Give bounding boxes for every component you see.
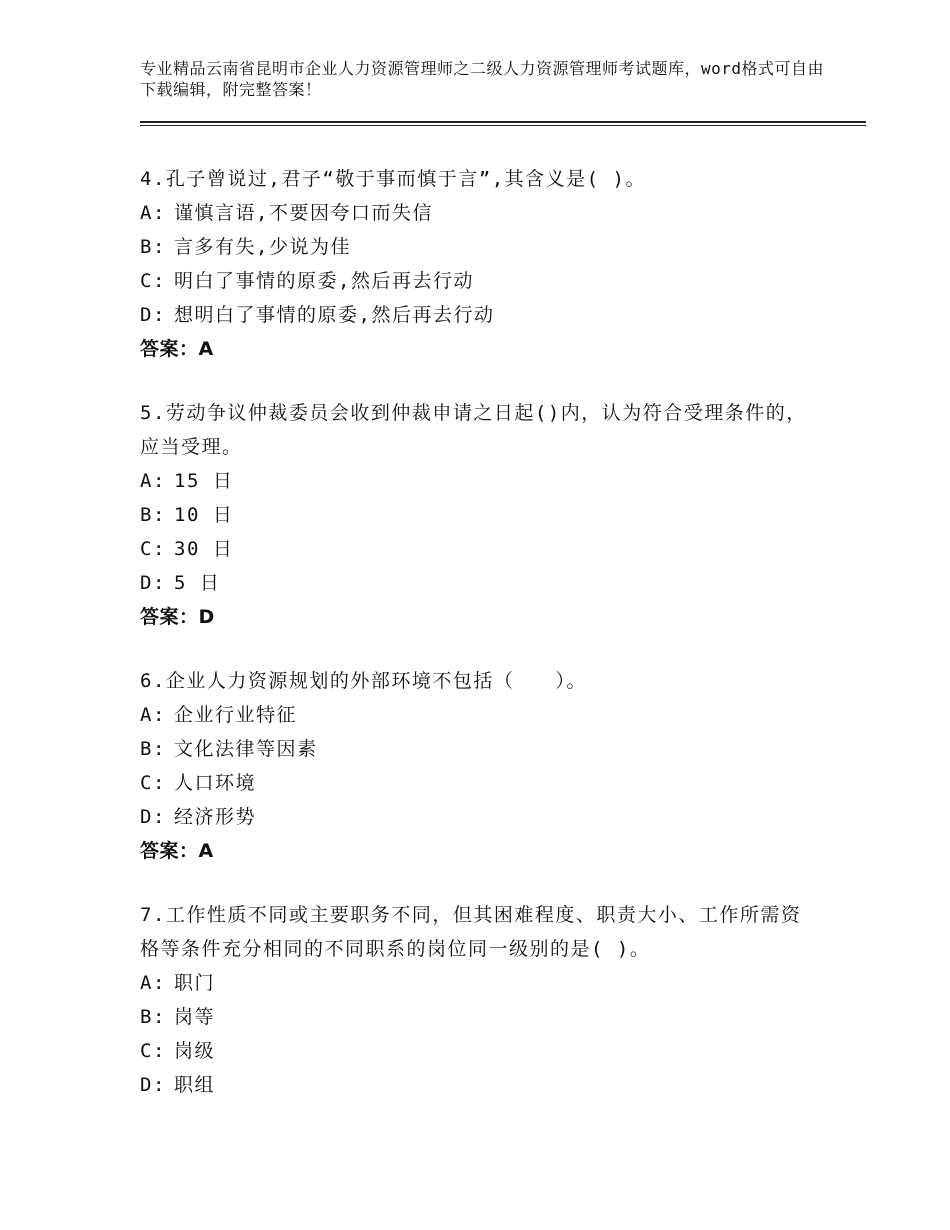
option-key: C: bbox=[140, 538, 166, 560]
option-d bbox=[140, 800, 820, 834]
question-stem: 6.企业人力资源规划的外部环境不包括（ ）。 bbox=[140, 670, 587, 692]
option-text: 职组 bbox=[174, 1074, 216, 1096]
question-7 bbox=[140, 898, 820, 1102]
option-key: B: bbox=[140, 236, 166, 258]
option-key: C: bbox=[140, 270, 166, 292]
option-text: 30 日 bbox=[174, 538, 234, 560]
option-key: D: bbox=[140, 304, 166, 326]
option-text: 10 日 bbox=[174, 504, 234, 526]
option-key: A: bbox=[140, 972, 166, 994]
option-c bbox=[140, 264, 820, 298]
option-text: 明白了事情的原委,然后再去行动 bbox=[174, 270, 474, 292]
question-stem: 4.孔子曾说过,君子“敬于事而慎于言”,其含义是( )。 bbox=[140, 168, 646, 190]
option-a bbox=[140, 464, 820, 498]
option-a bbox=[140, 196, 820, 230]
option-text: 人口环境 bbox=[174, 772, 257, 794]
option-b bbox=[140, 230, 820, 264]
option-text: 岗等 bbox=[174, 1006, 216, 1028]
option-c bbox=[140, 1034, 820, 1068]
header-title: 专业精品云南省昆明市企业人力资源管理师之二级人力资源管理师考试题库，word格式可自由下载编辑，附完整答案！ bbox=[140, 59, 825, 99]
answer-line: 答案：A bbox=[140, 840, 214, 862]
option-key: C: bbox=[140, 1040, 166, 1062]
question-4 bbox=[140, 162, 820, 366]
option-c bbox=[140, 766, 820, 800]
option-text: 想明白了事情的原委,然后再去行动 bbox=[174, 304, 495, 326]
option-a bbox=[140, 698, 820, 732]
option-a bbox=[140, 966, 820, 1000]
option-text: 言多有失,少说为佳 bbox=[174, 236, 351, 258]
option-text: 企业行业特征 bbox=[174, 704, 298, 726]
option-key: C: bbox=[140, 772, 166, 794]
option-key: D: bbox=[140, 572, 166, 594]
option-key: D: bbox=[140, 1074, 166, 1096]
option-key: A: bbox=[140, 202, 166, 224]
option-key: B: bbox=[140, 1006, 166, 1028]
option-key: B: bbox=[140, 504, 166, 526]
option-b bbox=[140, 732, 820, 766]
document-header bbox=[140, 58, 840, 100]
option-text: 5 日 bbox=[174, 572, 221, 594]
question-5 bbox=[140, 396, 820, 634]
option-d bbox=[140, 1068, 820, 1102]
option-text: 谨慎言语,不要因夸口而失信 bbox=[174, 202, 433, 224]
option-text: 文化法律等因素 bbox=[174, 738, 318, 760]
option-key: B: bbox=[140, 738, 166, 760]
question-6 bbox=[140, 664, 820, 868]
question-stem: 7.工作性质不同或主要职务不同，但其困难程度、职责大小、工作所需资格等条件充分相同的不同职系的岗位同一级别的是( )。 bbox=[140, 904, 802, 960]
header-divider-thick bbox=[140, 121, 866, 123]
option-b bbox=[140, 1000, 820, 1034]
option-c bbox=[140, 532, 820, 566]
header-divider-thin bbox=[140, 125, 866, 126]
question-list bbox=[140, 162, 820, 1132]
option-text: 15 日 bbox=[174, 470, 234, 492]
option-b bbox=[140, 498, 820, 532]
option-key: A: bbox=[140, 704, 166, 726]
option-d bbox=[140, 566, 820, 600]
answer-line: 答案：D bbox=[140, 606, 215, 628]
option-text: 职门 bbox=[174, 972, 216, 994]
question-stem: 5.劳动争议仲裁委员会收到仲裁申请之日起()内，认为符合受理条件的，应当受理。 bbox=[140, 402, 807, 458]
option-key: A: bbox=[140, 470, 166, 492]
option-key: D: bbox=[140, 806, 166, 828]
answer-line: 答案：A bbox=[140, 338, 214, 360]
option-d bbox=[140, 298, 820, 332]
option-text: 岗级 bbox=[174, 1040, 216, 1062]
option-text: 经济形势 bbox=[174, 806, 257, 828]
